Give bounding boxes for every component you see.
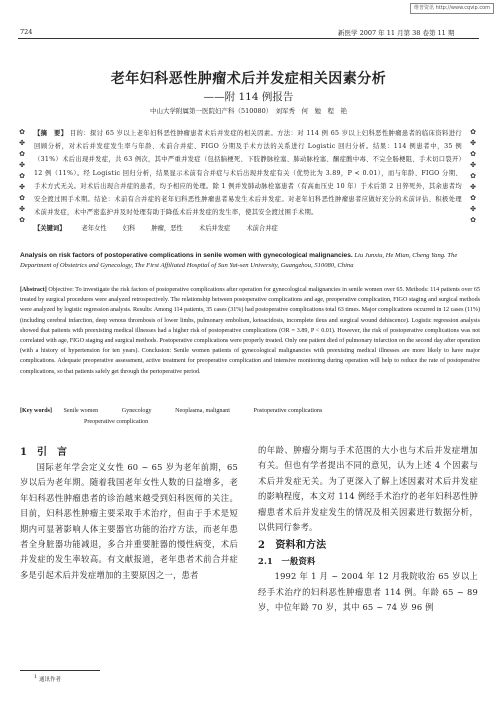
right-col-text2: 1992 年 1 月 ~ 2004 年 12 月我院收治 65 岁以上经手术治疗的妇科恶性肿瘤患者 114 例。年龄 65 ~ 89 岁，中位年龄 70 岁，其中 65 ~ 74 岁 96 例 (258, 571, 478, 613)
english-authors: Liu Junxiu, He Mian, Cheng Yang. The Department of Obstetrics and Gynecology, The First Affiliated Hospital of Sun Yat-sen University, Guangzhou, 510080, China (20, 252, 458, 270)
keywords-label: 【关键词】 (34, 225, 66, 232)
english-abstract-text: Objective: To investigate the risk factors of postoperative complications after operation for gynecological malignancies in senile women over 65. Methods: 114 patients over 65 treated by surgical procedures were analyzed retrospectively. The relationship between postoperative complications and age, preoperative complication, FIGO staging and surgical methods were analyzed by logistic regression analysis. Results: Among 114 patients, 35 cases (31%) had postoperative complications total 63 times. Major complications occurred in 12 cases (11%) (including cerebral infarction, deep venous thrombosis of lower limbs, pulmonary embolism, ketoacidosis, incomplete ileus and surgical wound dehiscence). Logistic regression analysis showed that patients with preexisting medical illnesses had a higher risk of postoperative complications (OR = 3.89, P < 0.01). However, the risk of postoperative complications was not correlated with age, FIGO staging and surgical methods. Postoperative complications were properly treated. Only one patient died of pulmonary infarction on the second day after operation (with a history of hypertension for ten years). Conclusion: Senile women patients of gynecological malignancies with preexisting medical illnesses are more likely to have major complications. Adequate preoperative assessment, active treatment for preoperative complication and intensive monitoring during operation will help to reduce the rate of postoperative complications, so that patients safely get through the perioperative period. (20, 287, 480, 375)
abstract-label: 【摘 要】 (34, 130, 68, 137)
right-col-text: 的年龄、肿瘤分期与手术范围的大小也与术后并发症增加有关。但也有学者提出不同的意见，认为上述 4 个因素与术后并发症无关。为了更深入了解上述因素对术后并发症的影响程度，本文对 114 例经手术治疗的老年妇科恶性肿瘤患者术后并发症发生的情况及相关因素进行数据分析，以供同行参考。 (258, 445, 478, 533)
abstract-text: 目的：探讨 65 岁以上老年妇科恶性肿瘤患者术后并发症的相关因素。方法：对 114 例 65 岁以上妇科恶性肿瘤患者的临床资料进行回顾分析，对术后并发症发生率与年龄、术前合并症、FIGO 分期及手术方法的关系进行 Logistic 回归分析。结果：114 例患者中，35 例（31%）术后出现并发症，共 63 例次，其中严重并发症（包括脑梗死、下肢静脉栓塞、肺动脉栓塞、酮症酸中毒、不完全肠梗阻、手术切口裂开）12 例（11%）。经 Logistic 回归分析，结果显示术前有合并症与术后出现并发症有关（优势比为 3.89，P < 0.01），而与年龄、FIGO 分期、手术方式无关。对术后出现合并症的患者，均予相应的处理。除 1 例并发肺动脉栓塞患者（有高血压史 10 年）于术后第 2 日猝死外，其余患者均安全渡过围手术期。结论：术前有合并症的老年妇科恶性肿瘤患者易发生术后并发症。对老年妇科恶性肿瘤患者应做好充分的术前评估、积极处理术前并发症，术中严密监护并及时处理有助于降低术后并发症的发生率，使其安全渡过围手术期。 (34, 130, 462, 217)
methods-heading: 2 资料和方法 (258, 540, 327, 552)
english-keyword: Neoplasma, malignant (175, 408, 230, 414)
keyword: 术后并发症 (198, 225, 231, 232)
article-subtitle: ——附 114 例报告 (203, 91, 294, 103)
intro-column (20, 460, 238, 583)
footnote-mark: 1 (34, 674, 38, 680)
english-keyword: Postoperative complications (253, 408, 323, 414)
english-keyword: Preoperative complication (84, 419, 149, 425)
english-abstract (20, 285, 480, 377)
intro-text: 国际老年学会定义女性 60 ~ 65 岁为老年前期，65 岁以后为老年期。随着我国老年女性人数的日益增多，老年妇科恶性肿瘤患者的诊治越来越受到妇科医师的关注。目前，妇科恶性肿瘤主要采取手术治疗，但由于手术是短期内可显著影响人体主要器官功能的治疗方法，而老年患者全身脏器功能减退，多合并重要脏器的慢性病变，术后并发症的发生率较高。有文献报道，老年患者术前合并症多是引起术后并发症增加的主要原因之一，患者 (20, 462, 238, 580)
footnote (34, 674, 61, 683)
side-ornament-left: ✿ ✤ ✿ ✤ ✿ ✤ ✿ ✤ ✿ (19, 128, 25, 224)
keyword: 老年女性 (81, 225, 107, 232)
side-ornament-right: ✿ ✤ ✿ ✤ ✿ ✤ ✿ ✤ ✿ (470, 128, 476, 224)
author-line: 中山大学附属第一医院妇产科（510080） 刘军秀 何 勉 程 艳 (149, 107, 348, 115)
footnote-text: 通讯作者 (38, 676, 61, 683)
keyword: 肿瘤，恶性 (151, 225, 183, 232)
chinese-abstract (34, 127, 462, 219)
journal-header: 新医学 2007 年 11 月第 38 卷第 11 期 (338, 29, 455, 37)
english-abstract-label: [Abstract] (20, 287, 47, 293)
english-title: Analysis on risk factors of postoperative complications in senile women with gynecological malignancies. (20, 252, 353, 259)
english-keyword: Gynecology (121, 408, 152, 414)
english-keywords-label: [Key words] (20, 408, 52, 414)
english-title-block (20, 251, 480, 272)
watermark: 维普资讯 http://www.cqvip.com (410, 3, 494, 14)
intro-heading: 1 引 言 (20, 447, 67, 458)
keyword: 妇科 (122, 225, 136, 232)
chinese-keywords (34, 223, 462, 232)
english-keywords (20, 406, 480, 428)
footnote-rule (20, 670, 100, 671)
page-number: 724 (20, 28, 33, 36)
article-title: 老年妇科恶性肿瘤术后并发症相关因素分析 (110, 71, 387, 87)
subsection-heading: 2.1 一般资料 (258, 555, 316, 566)
right-column (258, 443, 478, 615)
keyword: 术前合并症 (246, 225, 278, 232)
header-rule (18, 38, 479, 39)
english-keyword: Senile women (63, 408, 99, 414)
